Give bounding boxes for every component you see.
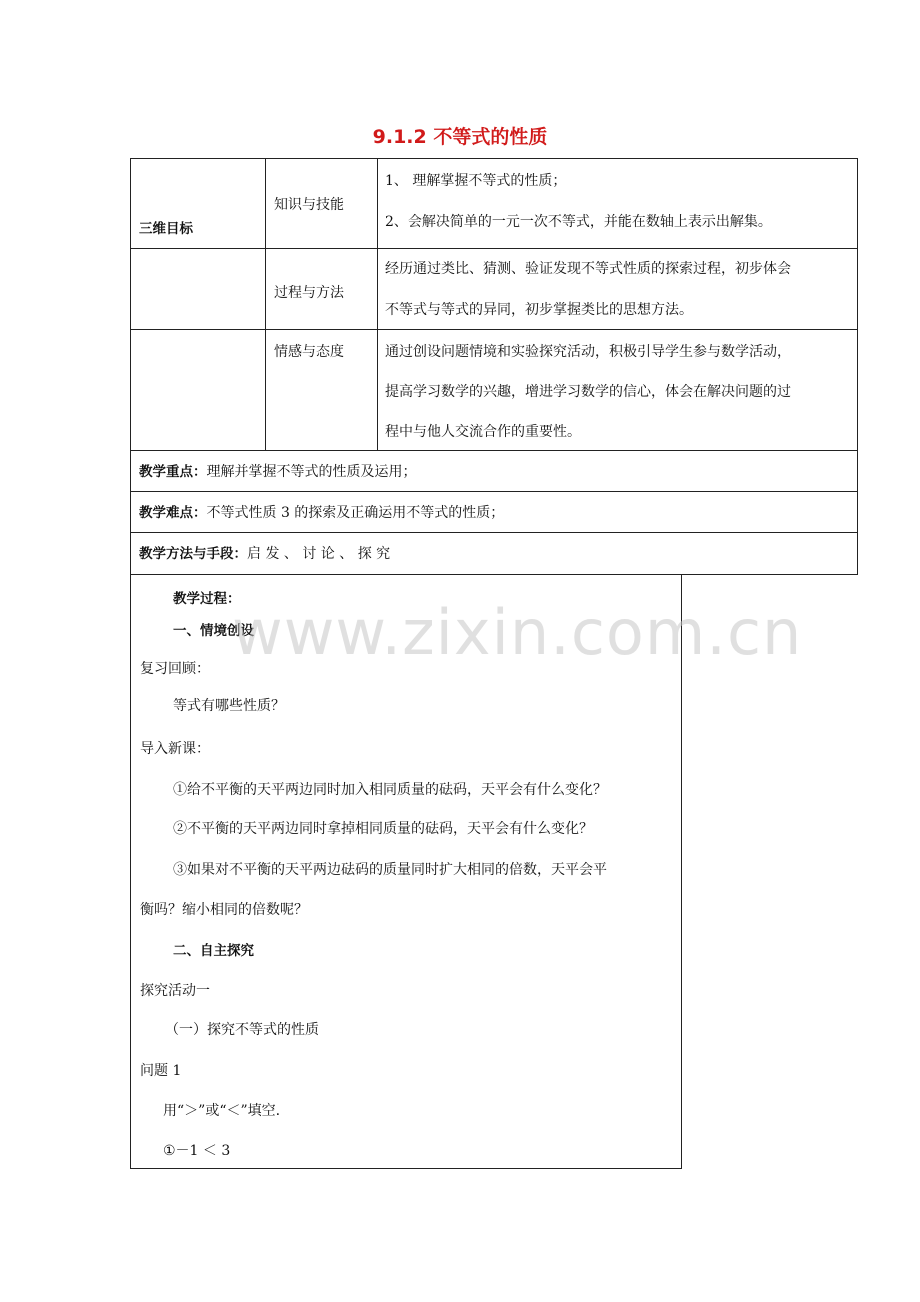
objective-line: 2、会解决简单的一元一次不等式，并能在数轴上表示出解集。 [385, 214, 772, 230]
method-row [130, 532, 858, 575]
objective-line: 1、 理解掌握不等式的性质； [385, 173, 567, 189]
objective-line: 不等式与等式的异同，初步掌握类比的思想方法。 [385, 302, 693, 318]
question-3-line-1: ③如果对不平衡的天平两边砝码的质量同时扩大相同的倍数，天平会平 [173, 862, 607, 878]
key-point-text: 理解并掌握不等式的性质及运用； [206, 464, 417, 480]
section-heading: 二、自主探究 [173, 943, 254, 959]
objective-line: 提高学习数学的兴趣，增进学习数学的信心，体会在解决问题的过 [385, 384, 791, 400]
objective-category: 过程与方法 [274, 285, 344, 301]
objective-row-attitude [130, 329, 858, 451]
objective-row-process [130, 248, 858, 330]
key-point-label: 教学重点： [139, 464, 207, 480]
difficulty-text: 不等式性质 3 的探索及正确运用不等式的性质； [206, 505, 505, 521]
question-3-line-2: 衡吗？缩小相同的倍数呢？ [140, 902, 308, 918]
difficulty-label: 教学难点： [139, 505, 207, 521]
method-label: 教学方法与手段： [139, 546, 247, 562]
objective-line: 程中与他人交流合作的重要性。 [385, 424, 581, 440]
section-heading: 一、情境创设 [173, 623, 254, 639]
question-2: ②不平衡的天平两边同时拿掉相同质量的砝码，天平会有什么变化？ [173, 821, 593, 837]
problem-instruction: 用“＞”或“＜”填空. [163, 1103, 281, 1119]
activity-label: 探究活动一 [140, 983, 210, 999]
objective-category: 知识与技能 [274, 197, 344, 213]
problem-item: ①－1 ＜ 3 [163, 1143, 231, 1159]
watermark: www.zixin.com.cn [232, 596, 803, 669]
objective-category: 情感与态度 [274, 344, 344, 360]
review-label: 复习回顾： [140, 661, 210, 677]
objective-line: 经历通过类比、猜测、验证发现不等式性质的探索过程，初步体会 [385, 261, 791, 277]
problem-label: 问题 1 [140, 1063, 182, 1079]
subsection-heading: （一）探究不等式的性质 [165, 1022, 319, 1038]
review-question: 等式有哪些性质？ [173, 698, 285, 714]
key-point-row [130, 450, 858, 492]
process-heading: 教学过程： [173, 591, 241, 607]
document-title: 9.1.2 不等式的性质 [372, 126, 548, 148]
objective-row-knowledge [130, 158, 858, 249]
intro-label: 导入新课： [140, 741, 210, 757]
objectives-label: 三维目标 [139, 221, 193, 237]
objective-line: 通过创设问题情境和实验探究活动，积极引导学生参与数学活动， [385, 344, 791, 360]
method-text: 启 发 、 讨 论 、 探 究 [247, 546, 391, 562]
difficulty-row [130, 491, 858, 533]
question-1: ①给不平衡的天平两边同时加入相同质量的砝码，天平会有什么变化？ [173, 782, 607, 798]
